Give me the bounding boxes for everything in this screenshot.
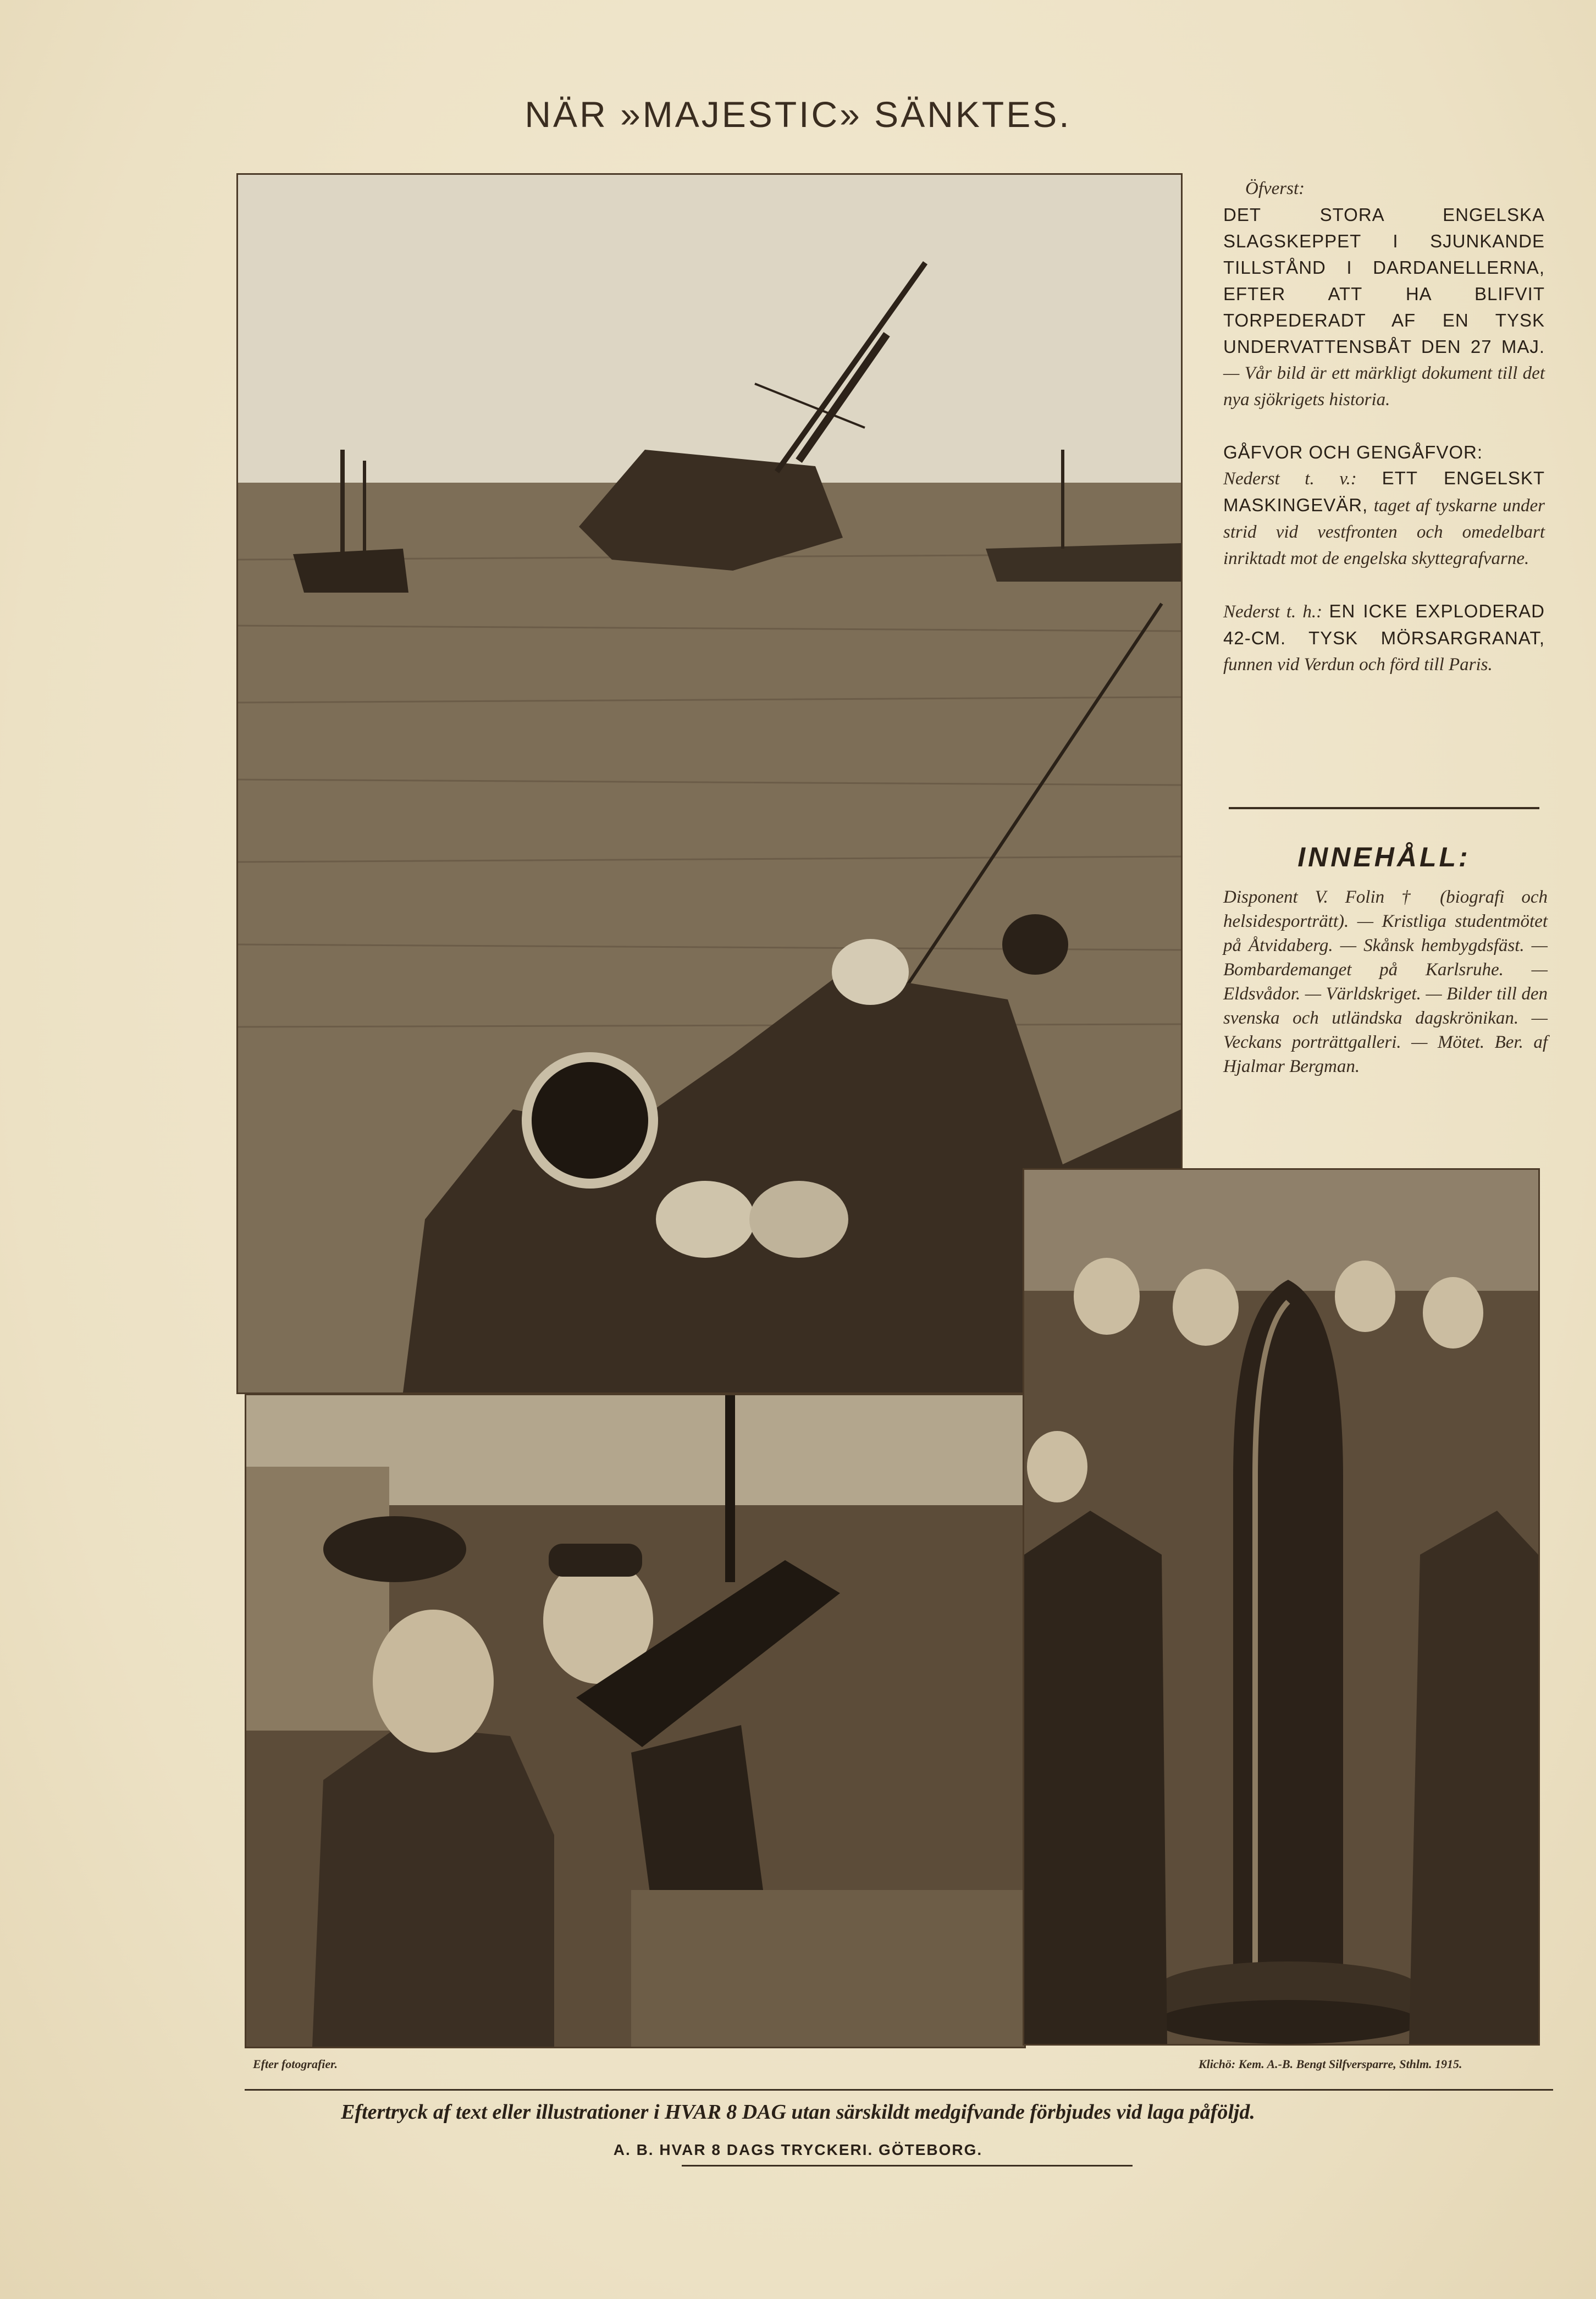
photo-mortar-shell (1023, 1168, 1540, 2046)
machine-gun-illustration (246, 1395, 1024, 2047)
caption-bottom-right-label: Nederst t. h.: (1223, 602, 1323, 622)
caption-top-label: Öfverst: (1245, 179, 1305, 198)
page-title: NÄR »MAJESTIC» SÄNKTES. (524, 94, 1072, 135)
caption-top (1223, 176, 1545, 413)
caption-bottom-right-headline: EN ICKE EXPLODERAD 42-CM. TYSK MÖRSARGRANAT, (1223, 601, 1545, 648)
caption-bottom-left-label: Nederst t. v.: (1223, 469, 1357, 489)
reprint-notice: Eftertryck af text eller illustrationer i HVAR 8 DAG utan särskildt medgifvande förbjudes vid laga påföljd. (341, 2101, 1255, 2124)
caption-column (1223, 176, 1545, 704)
photo-machine-gun (245, 1394, 1026, 2048)
footer-rule (245, 2089, 1553, 2091)
engraving-credit: Klichö: Kem. A.-B. Bengt Silfversparre, Sthlm. 1915. (1199, 2057, 1462, 2071)
photo-credit: Efter fotografier. (253, 2057, 338, 2071)
caption-top-headline: DET STORA ENGELSKA SLAGSKEPPET I SJUNKANDE TILLSTÅND I DARDANELLERNA, EFTER ATT HA BLIFVIT TORPEDERADT AF EN TYSK UNDERVATTENSBÅT DEN 27 MAJ. (1223, 205, 1545, 357)
contents-text: Disponent V. Folin † (biografi och helsidesporträtt). — Kristliga studentmötet på Åtvidaberg. — Skånsk hembygdsfäst. — Bombardemanget på Karlsruhe. — Eldsvådor. — Världskriget. — Bilder till den svenska och utländska dagskrönikan. — Veckans porträttgalleri. — Mötet. Ber. af Hjalmar Bergman. (1223, 887, 1548, 1076)
contents-title: INNEHÅLL: (1297, 842, 1471, 872)
caption-bottom-right-note: funnen vid Verdun och förd till Paris. (1223, 655, 1493, 675)
caption-bottom-left-headline: ETT ENGELSKT MASKINGEVÄR, (1223, 468, 1545, 515)
caption-divider (1229, 807, 1539, 809)
caption-bottom-left-note: taget af tyskarne under strid vid vestfronten och omedelbart inriktadt mot de engelska skyttegrafvarne. (1223, 496, 1545, 568)
caption-top-note: — Vår bild är ett märkligt dokument till det nya sjökrigets historia. (1223, 363, 1545, 410)
printer-imprint: A. B. HVAR 8 DAGS TRYCKERI. GÖTEBORG. (613, 2141, 983, 2158)
mortar-shell-illustration (1024, 1170, 1538, 2044)
caption-bottom-right (1223, 598, 1545, 678)
caption-section-title: GÅFVOR OCH GENGÅFVOR: (1223, 442, 1483, 462)
caption-gifts (1223, 439, 1545, 572)
printer-underline (682, 2165, 1133, 2167)
